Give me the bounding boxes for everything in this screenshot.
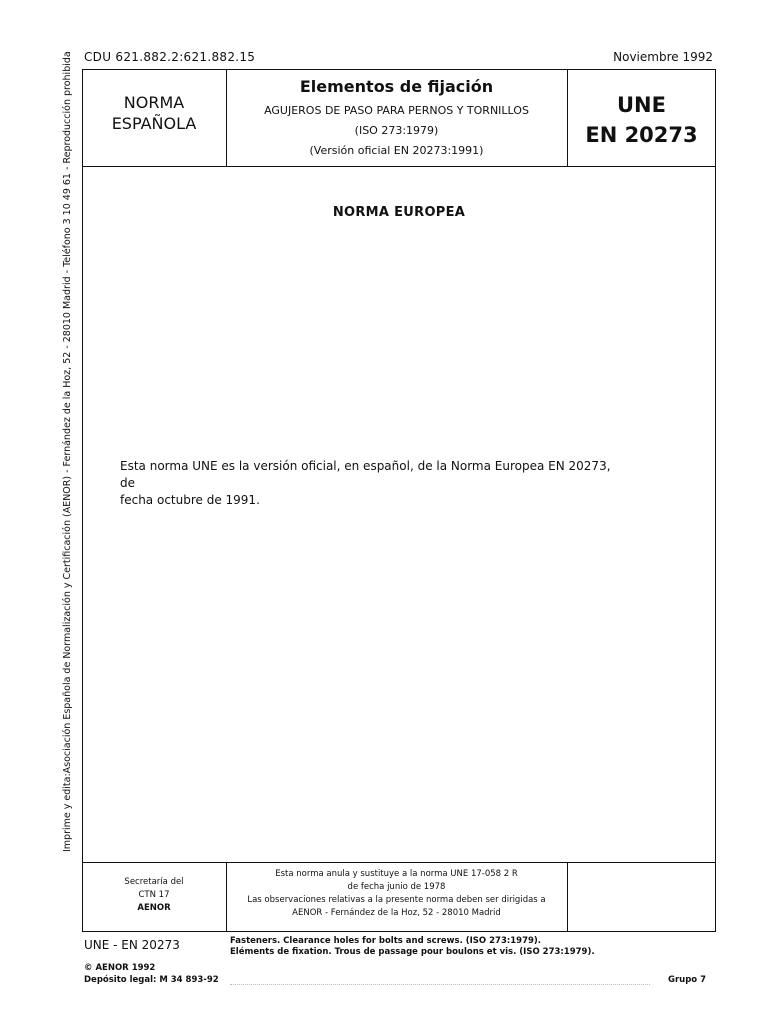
secretariat-block — [82, 876, 226, 915]
espanola-line: ESPAÑOLA — [111, 114, 197, 133]
ctn-line: CTN 17 — [138, 890, 170, 900]
footer-divider-right — [567, 862, 568, 932]
copyright-block — [84, 962, 219, 986]
header-divider — [82, 166, 716, 167]
une-line: UNE — [617, 93, 666, 117]
body-line: Esta norma UNE es la versión oficial, en español, de la Norma Europea EN 20273, de — [120, 459, 611, 490]
grupo-number: Grupo 7 — [667, 975, 706, 985]
norma-espanola-label — [82, 92, 226, 134]
copyright-line: © AENOR 1992 — [84, 963, 156, 973]
address-line: AENOR - Fernández de la Hoz, 52 - 28010 Madrid — [292, 908, 501, 918]
footer-divider — [82, 862, 716, 863]
norma-line: NORMA — [123, 93, 185, 112]
cdu-code: CDU 621.882.2:621.882.15 — [84, 50, 256, 64]
en-number-line: EN 20273 — [585, 123, 698, 147]
une-standard-number — [567, 90, 716, 150]
deposito-legal-line: Depósito legal: M 34 893-92 — [84, 975, 219, 985]
publication-date: Noviembre 1992 — [613, 50, 713, 64]
observations-line: Las observaciones relativas a la presente norma deben ser dirigidas a — [247, 895, 546, 905]
official-version: (Versión oficial EN 20273:1991) — [309, 144, 484, 157]
document-title: Elementos de fijación — [299, 77, 494, 96]
body-line: fecha octubre de 1991. — [120, 493, 260, 507]
replacement-line: Esta norma anula y sustituye a la norma UNE 17-058 2 R — [275, 869, 518, 879]
translations-block — [230, 936, 595, 958]
secretariat-line: Secretaría del — [124, 877, 184, 887]
body-paragraph — [120, 458, 620, 509]
french-title: Eléments de fixation. Trous de passage pour boulons et vis. (ISO 273:1979). — [230, 947, 595, 957]
side-publisher-note: Imprime y edita:Asociación Española de Normalización y Certificación (AENOR) - Fernández de la Hoz, 52 - 28010 Madrid - Teléfono 3 10 49 61 - Reproducción prohibida — [62, 51, 73, 852]
iso-reference: (ISO 273:1979) — [354, 124, 439, 137]
replacement-date-line: de fecha junio de 1978 — [347, 882, 446, 892]
une-en-code: UNE - EN 20273 — [84, 938, 180, 952]
dotted-rule — [230, 984, 650, 985]
english-title: Fasteners. Clearance holes for bolts and screws. (ISO 273:1979). — [230, 936, 542, 946]
replacement-note — [226, 868, 567, 920]
document-subtitle: AGUJEROS DE PASO PARA PERNOS Y TORNILLOS — [264, 104, 529, 117]
aenor-line: AENOR — [137, 903, 171, 913]
norma-europea-heading: NORMA EUROPEA — [332, 205, 466, 220]
